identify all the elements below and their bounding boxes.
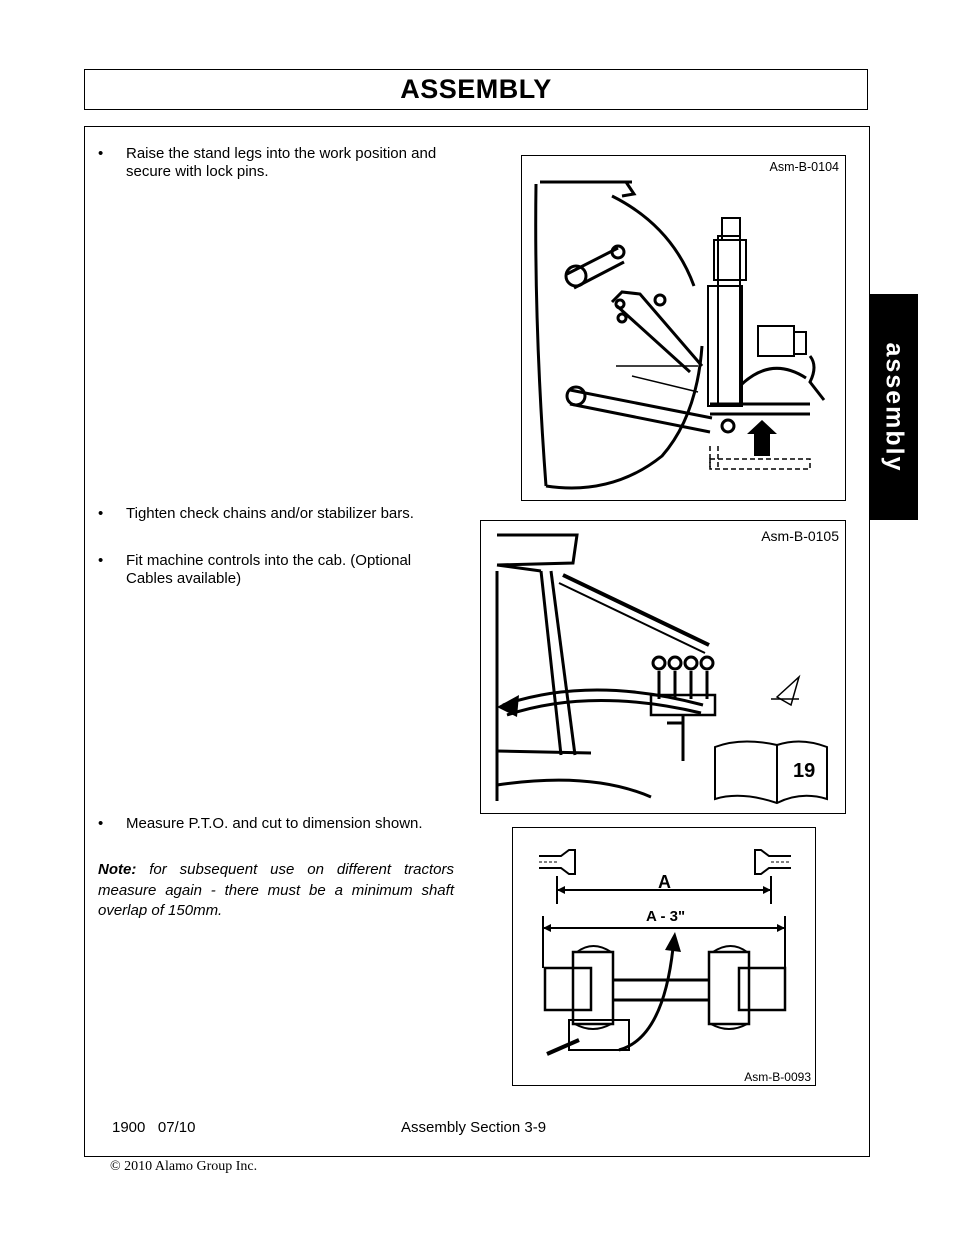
bullet-text-line: Fit machine controls into the cab. (Optional xyxy=(126,552,412,569)
figure-id-label: Asm-B-0093 xyxy=(744,1070,811,1084)
bullet-text xyxy=(126,552,411,588)
page-title: ASSEMBLY xyxy=(400,74,552,104)
stand-legs-illustration xyxy=(522,156,847,502)
copyright-text: © 2010 Alamo Group Inc. xyxy=(110,1159,258,1174)
figure-id-label: Asm-B-0104 xyxy=(769,160,839,174)
dimension-a-label: A xyxy=(658,872,671,892)
bullet-symbol: • xyxy=(98,815,104,832)
note-paragraph xyxy=(98,860,454,922)
bullet-item xyxy=(98,505,478,525)
bullet-item xyxy=(98,552,468,592)
figure-stand-legs xyxy=(521,155,846,501)
section-tab-label: assembly xyxy=(880,342,908,472)
header-box xyxy=(84,69,868,110)
bullet-item xyxy=(98,815,478,835)
bullet-text: Tighten check chains and/or stabilizer bars. xyxy=(126,505,414,522)
section-tab xyxy=(869,294,918,520)
bullet-text: Measure P.T.O. and cut to dimension shown. xyxy=(126,815,423,832)
bullet-item xyxy=(98,145,498,185)
note-label: Note: xyxy=(98,861,137,878)
manual-page-number: 19 xyxy=(793,760,816,782)
pto-shaft-illustration xyxy=(513,828,817,1087)
bullet-text-line: Cables available) xyxy=(126,570,242,587)
figure-id-label: Asm-B-0105 xyxy=(761,528,839,544)
figure-cab-controls xyxy=(480,520,846,814)
bullet-symbol: • xyxy=(98,505,104,522)
bullet-text-line: Raise the stand legs into the work position and xyxy=(126,145,437,162)
bullet-symbol: • xyxy=(98,552,104,569)
note-text: for subsequent use on different tractors measure again - there must be a minimum shaft overlap of 150mm. xyxy=(98,861,454,919)
footer-model-date: 1900 07/10 xyxy=(112,1119,196,1136)
figure-pto-measure xyxy=(512,827,816,1086)
bullet-symbol: • xyxy=(98,145,104,162)
dimension-a3-label: A - 3" xyxy=(646,908,686,925)
bullet-text-line: secure with lock pins. xyxy=(126,163,269,180)
bullet-text xyxy=(126,145,436,181)
footer-section: Assembly Section 3-9 xyxy=(401,1119,547,1136)
